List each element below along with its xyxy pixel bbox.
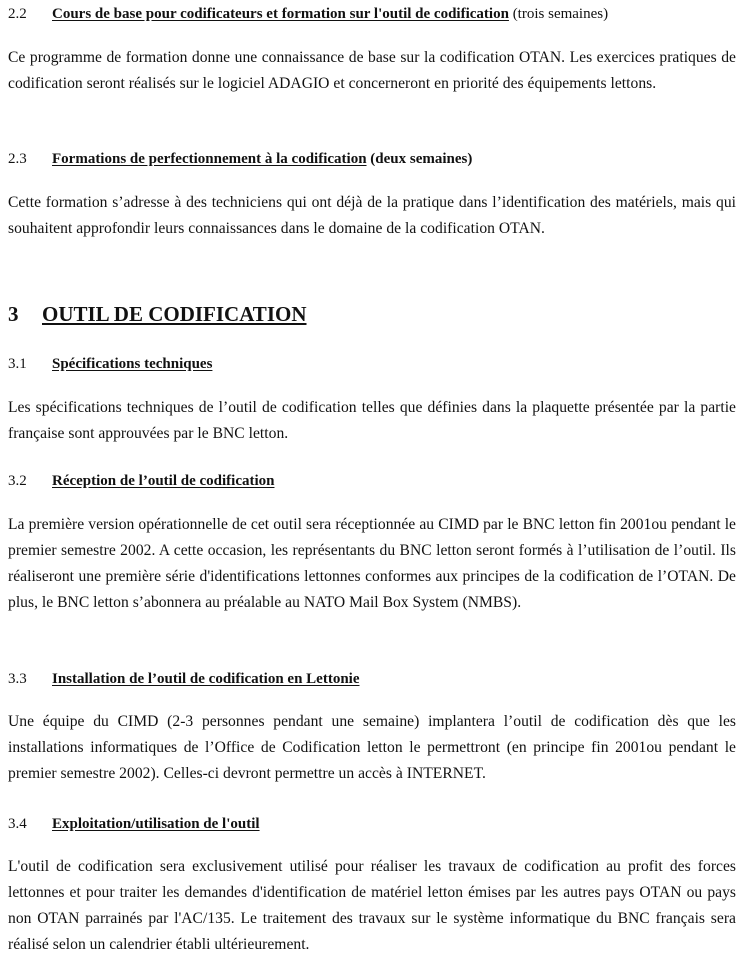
section-number: 3 (8, 302, 19, 326)
paragraph-3-2: La première version opérationnelle de cet outil sera réceptionnée au CIMD par le BNC letton fin 2001ou pendant le premier semestre 2002. A cette occasion, les représentants du BNC letton seront formés à l’utilisation de l’outil. Ils réaliseront une première série d'identifications lettonnes conformes aux principes de la codification de l’OTAN. De plus, le BNC letton s’abonnera au préalable au NATO Mail Box System (NMBS). (8, 516, 736, 611)
section-title: Réception de l’outil de codification (52, 473, 275, 489)
paragraph-2-2: Ce programme de formation donne une connaissance de base sur la codification OTAN. Les exercices pratiques de codification seront réalisés sur le logiciel ADAGIO et concerneront en priorité des équipements lettons. (8, 49, 736, 92)
section-title: Exploitation/utilisation de l'outil (52, 816, 260, 832)
section-title: Installation de l’outil de codification en Lettonie (52, 671, 360, 687)
section-number: 3.2 (8, 473, 27, 489)
heading-3-1 (8, 354, 212, 374)
heading-3 (8, 301, 307, 327)
paragraph-3-3: Une équipe du CIMD (2-3 personnes pendant une semaine) implantera l’outil de codification dès que les installations informatiques de l’Office de Codification letton le permettront (en principe fin 2001ou pendant le premier semestre 2002). Celles-ci devront permettre un accès à INTERNET. (8, 713, 736, 782)
section-title: Spécifications techniques (52, 356, 213, 372)
heading-2-3 (8, 149, 472, 169)
section-title: Cours de base pour codificateurs et formation sur l'outil de codification (52, 6, 509, 22)
paragraph-3-1: Les spécifications techniques de l’outil de codification telles que définies dans la plaquette présentée par la partie française sont approuvées par le BNC letton. (8, 399, 736, 442)
section-duration: (deux semaines) (366, 151, 473, 167)
section-number: 3.4 (8, 816, 27, 832)
heading-3-3 (8, 669, 360, 689)
section-number: 2.2 (8, 6, 27, 22)
section-duration: (trois semaines) (508, 6, 609, 22)
section-title: Formations de perfectionnement à la codification (52, 151, 367, 167)
heading-3-2 (8, 471, 274, 491)
section-number: 2.3 (8, 151, 27, 167)
paragraph-2-3: Cette formation s’adresse à des techniciens qui ont déjà de la pratique dans l’identification des matériels, mais qui souhaitent approfondir leurs connaissances dans le domaine de la codification OTAN. (8, 194, 736, 237)
chapter-title: OUTIL DE CODIFICATION (42, 302, 307, 326)
paragraph-3-4: L'outil de codification sera exclusivement utilisé pour réaliser les travaux de codification au profit des forces lettonnes et pour traiter les demandes d'identification de matériel letton émises par les autres pays OTAN ou pays non OTAN parrainés par l'AC/135. Le traitement des travaux sur le système informatique du BNC français sera réalisé selon un calendrier établi ultérieurement. (8, 858, 736, 953)
section-number: 3.3 (8, 671, 27, 687)
heading-3-4 (8, 814, 260, 834)
section-number: 3.1 (8, 356, 27, 372)
heading-2-2 (8, 4, 608, 24)
